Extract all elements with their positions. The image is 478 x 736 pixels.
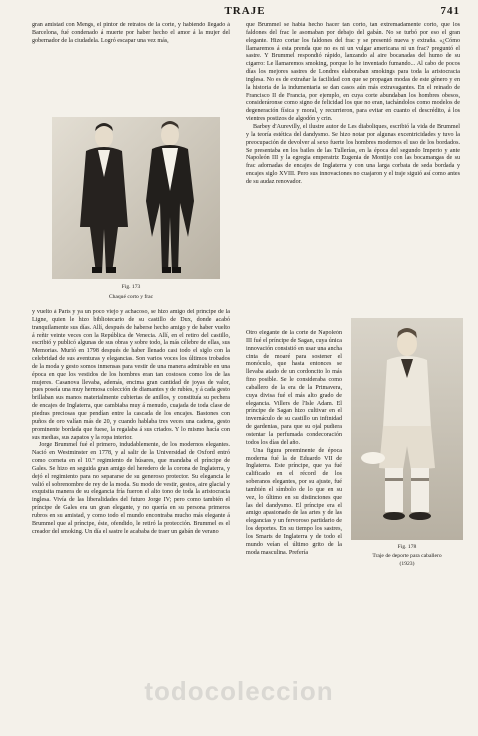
- figure-173-caption: Chaqué corto y frac: [108, 294, 154, 300]
- figure-173-photo: [52, 117, 220, 279]
- figure-178-photo: [351, 318, 463, 540]
- watermark-text: todocoleccion: [144, 676, 334, 706]
- paragraph: gran amistad con Mengs, el pintor de retratos de la corte, y habiendo llegado á Barcelona, fué condenado á muerte por haber hecho el amor á la mujer del gobernador de la ciudadela. Logró escapar una vez más,: [32, 22, 230, 44]
- paragraph: que Brummel se había hecho hacer tan corto, tan extremadamente corto, que los faldones del frac le asomaban por debajo del gabán. No se turbó por eso el gran elegante. Hizo cortar los faldones del frac y se presentó nueva y extraña. «¿Cómo llamaremos á esta prenda que no es ni un vulgar americana ni un frac? preguntó el sastre. Y Brummel respondió rápido, lanzando al aire bocanadas del humo de su cigarro: Le llamaremos smoking, porque lo he inventado fumando... Al cabo de pocos días los mejores sastres de Londres elaboraban smokings para toda la aristocracia inglesa. No es de extrañar la facilidad con que se propagan modas de este género y en la historia de la indumentaria se dan casos aún más extravagantes. En el reinado de Francisco II de Francia, por ejemplo, en cuya corte abundaban los hombres obesos, consideráronse como signo de felicidad los que no eran, tachándolos como modelos de degeneración física y moral, y recurrieron, para evitar en cuanto el descrédito, á los vientres postizos de algodón y crin.: [246, 22, 460, 123]
- figure-178-caption-line1: Traje de deporte para caballero: [372, 553, 442, 559]
- figure-178-label: Fig. 178: [397, 544, 417, 550]
- left-column-bottom-text: [32, 309, 230, 707]
- page-header: [30, 5, 460, 21]
- page-number: 741: [440, 5, 460, 17]
- figure-178-caption-line2: (1923): [399, 561, 415, 567]
- paragraph: y vuelto á París y ya un poco viejo y achacoso, se hizo amigo del príncipe de la Ligne, quien le hizo bibliotecario de su castillo de Dux, donde acabó tranquilamente sus días. Allí, después de haberse hecho amigo y de haber vuelto á reñir veinte veces con la República de Venecia. Allí, en el retiro del castillo, escribió y publicó algunas de sus obras y sobre todo, la más célebre de ellas, sus Memorias. Murió en 1798 después de haber llenado casi todo el siglo con la celebridad de sus aventuras y elegancias. Son varios voces los últimos trobados de la moda y gesto somos inmensas para vestir de una manera admirable en una época en que los vestidos de los hombres eran tan costosos como los de las mujeres. Casanova llevaba, además, encima gran cantidad de joyas de valor, pues poseía una muy hermosa colección de diamantes y de rubíes, y á cada gesto brillaban sus manos materialmente cubiertas de anillos, y constituía su pechera de encajes de Inglaterra, que cambiaba muy á menudo, cuajada de toda clase de piedras preciosas que pendían entre la cascada de los encajes. Bastones con puños de oro valían más de 20, y cuando hablaba tres veces una cadena, gesto prominente bordada que fuese, la regalaba á sus criados. Y lo mismo hacía con sus medias, sus zapatos y la ropa interior.: [32, 309, 230, 441]
- paragraph: Barbey d'Aurevilly, el ilustre autor de Les diaboliques, escribió la vida de Brummel y la teoría estética del dandysmo. Se hizo notar por algunas excentricidades y tuvo la preocupación de devolver al sexo fuerte los hombres modernos el uso de los bordados. Se presentaba en los bailes de las Tullerías, en la época del segundo Imperio y ante Napoleón III y la egregia emperatriz Eugenia de Montijo con las bocamangas de su frac adornadas de encajes de Inglaterra y con una larga corbata de seda bordada y encajes siglo XVIII. Pero sus innovaciones no cuajaron y el traje siguió así como antes de su audaz renovador.: [246, 123, 460, 185]
- watermark-logo: [0, 676, 478, 707]
- paragraph: Una figura preeminente de época moderna fué la de Eduardo VII de Inglaterra. Este príncipe, que ya fué calificado en el récord de los soberanos elegantes, por su ajuste, fué también el símbolo de lo que en su vez, lo último en su distinciones que las del dandysmo. El príncipe era el amigo apasionado de las artes y de las elegancias y un fervoroso partidario de los deportes. En su tiempo los sastres, los Smarts de Inglaterra y de todo el mundo veían el último grito de la moda masculina. Prefería: [246, 447, 342, 556]
- paragraph: Otro elegante de la corte de Napoleón III fué el príncipe de Sagan, cuya única innovación consistió en usar una ancha cinta de moaré para sostener el monóculo, que hasta entonces se llevaba atado de un cordoncito lo más fino posible. Se le consideraba como caballero de la era de la Primavera, cuya divisa fué el más alto grado de elegancia. Villers de l'Isle Adam. El príncipe de Sagan hizo cultivar en el invernáculo de su castillo un infinidad de gardenias, para que su ojal pudiera ostentar la perfumada condecoración todos los días del año.: [246, 330, 342, 446]
- figure-173-label: Fig. 173: [121, 284, 141, 290]
- right-column-top-text: [246, 22, 460, 327]
- left-column-top-text: [32, 22, 230, 112]
- running-title: TRAJE: [224, 5, 266, 17]
- right-column-side-text: [246, 330, 342, 642]
- paragraph: Jorge Brummel fué el primero, indudablemente, de los modernos elegantes. Nació en Westminster en 1778, y al salir de la Universidad de Oxford entró como corneta en el 10.º regimiento de húsares, que mandaba el príncipe de Gales. Se hizo en seguida gran amigo del heredero de la corona de Inglaterra, y dejó el regimiento para no separarse de su generoso protector. Su elegancia le valió el sobrenombre de rey de la moda. Su modo de vestir, gestos, aire glacial y exquisita manera de su elegancia fría fueron el alto tono de toda la aristocracia inglesa. Vivía de las liberalidades del futuro Jorge IV; pero como también el príncipe de Gales era un gran elegante, y no quería en su persona primeros rubros en su amistad, y como todo el mundo encontraba mucho más elegante á Brummel que al príncipe, éste, ofendido, le retiró la protección. Brummel es el creador del smoking. Un día el sastre le acababa de traer un gabán de verano: [32, 442, 230, 535]
